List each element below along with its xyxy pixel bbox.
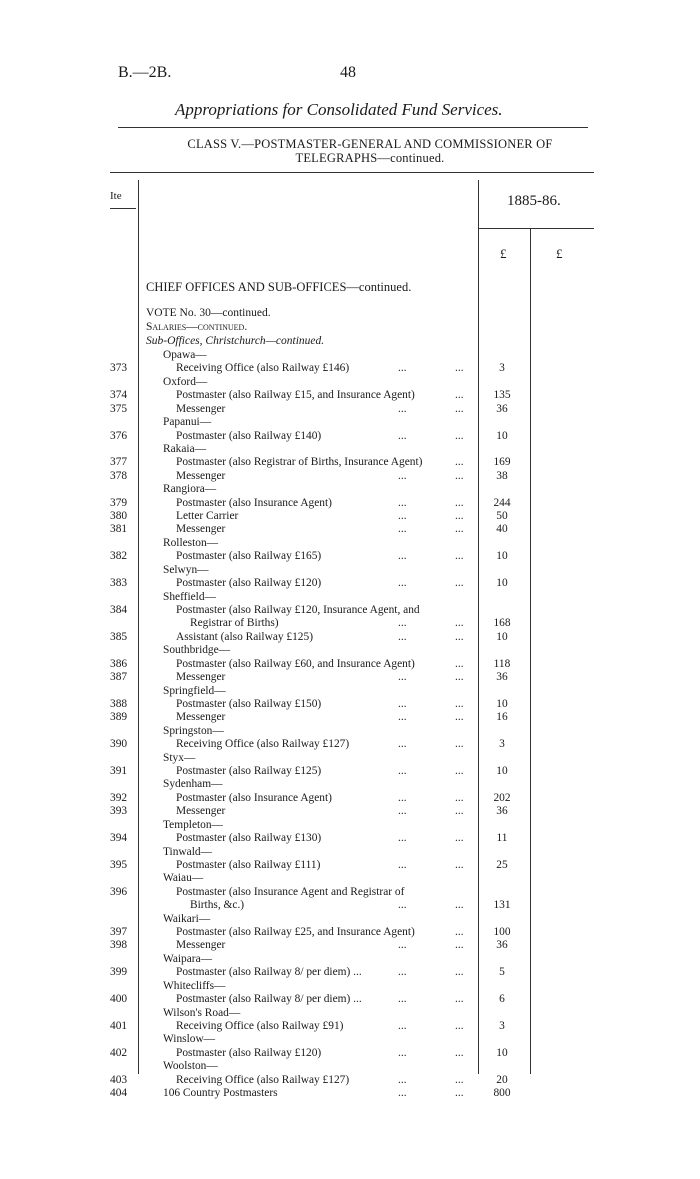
item-amount: 168 xyxy=(493,617,511,630)
item-description: Postmaster (also Railway £125) xyxy=(176,765,322,778)
table-row xyxy=(0,550,700,564)
item-number: 402 xyxy=(110,1046,128,1059)
table-row xyxy=(0,430,700,444)
item-amount: 50 xyxy=(496,510,508,523)
item-description: Postmaster (also Railway £130) xyxy=(176,832,322,845)
leader-dots: ... xyxy=(455,1020,464,1032)
item-description: Postmaster (also Railway £120) xyxy=(176,1046,322,1059)
item-description: Births, &c.) xyxy=(190,899,245,912)
table-row xyxy=(0,591,700,605)
table-row xyxy=(0,470,700,484)
leader-dots: ... xyxy=(398,791,407,804)
item-description: Messenger xyxy=(176,939,226,952)
table-row xyxy=(0,698,700,712)
item-description: Rolleston— xyxy=(163,536,219,549)
leader-dots: ... xyxy=(455,899,464,912)
item-amount: 36 xyxy=(496,805,508,818)
class-title: CLASS V.—POSTMASTER-GENERAL AND COMMISSIONER OF TELEGRAPHS—continued. xyxy=(187,137,553,165)
item-number: 397 xyxy=(110,926,128,939)
item-number: 386 xyxy=(110,657,128,670)
page-number: 48 xyxy=(340,64,356,81)
table-row xyxy=(0,993,700,1007)
item-amount: 10 xyxy=(496,697,508,710)
item-number: 398 xyxy=(110,939,128,952)
item-number: 380 xyxy=(110,510,128,523)
item-amount: 800 xyxy=(493,1087,511,1100)
table-row xyxy=(0,939,700,953)
leader-dots: ... xyxy=(455,738,464,751)
document-code: B.—2B. xyxy=(118,64,172,81)
item-amount: 10 xyxy=(496,429,508,442)
table-row xyxy=(0,389,700,403)
item-amount: 6 xyxy=(499,993,505,1006)
table-row xyxy=(0,1060,700,1074)
leader-dots: ... xyxy=(398,1087,407,1100)
leader-dots: ... xyxy=(398,510,407,523)
leader-dots: ... xyxy=(455,362,464,375)
item-description: Rakaia— xyxy=(163,442,207,455)
table-row xyxy=(0,752,700,766)
table-row xyxy=(0,456,700,470)
table-row xyxy=(0,886,700,900)
item-description: Postmaster (also Railway £111) xyxy=(176,858,321,871)
leader-dots: ... xyxy=(398,1073,407,1086)
item-description: Postmaster (also Railway £150) xyxy=(176,697,322,710)
item-description: Templeton— xyxy=(163,818,223,831)
item-description: Papanui— xyxy=(163,416,212,429)
item-amount: 100 xyxy=(493,926,511,939)
item-number: 403 xyxy=(110,1073,128,1086)
leader-dots: ... xyxy=(398,523,407,536)
item-number: 378 xyxy=(110,469,128,482)
item-amount: 135 xyxy=(493,389,511,402)
item-amount: 10 xyxy=(496,765,508,778)
table-row xyxy=(0,362,700,376)
item-amount: 40 xyxy=(496,523,508,536)
header-rule xyxy=(118,127,588,128)
item-amount: 36 xyxy=(496,939,508,952)
table-row xyxy=(0,685,700,699)
table-row xyxy=(0,631,700,645)
leader-dots: ... xyxy=(398,1046,407,1059)
item-description: Selwyn— xyxy=(163,563,209,576)
pound-header-b: £ xyxy=(556,246,563,261)
item-amount: 38 xyxy=(496,469,508,482)
table-row xyxy=(0,1007,700,1021)
table-row xyxy=(0,1033,700,1047)
table-row xyxy=(0,1087,700,1101)
leader-dots: ... xyxy=(455,1087,464,1100)
leader-dots: ... xyxy=(455,429,464,442)
table-row xyxy=(0,403,700,417)
item-description: Postmaster (also Railway £120, Insurance Agent, and xyxy=(176,603,420,616)
table-row xyxy=(0,953,700,967)
table-row xyxy=(0,980,700,994)
table-row xyxy=(0,510,700,524)
table-row xyxy=(0,671,700,685)
table-row xyxy=(0,926,700,940)
item-number: 381 xyxy=(110,523,128,536)
item-amount: 5 xyxy=(499,966,505,979)
table-row xyxy=(0,564,700,578)
table-row xyxy=(0,349,700,363)
table-row xyxy=(0,711,700,725)
item-description: Letter Carrier xyxy=(176,510,239,523)
item-description: Messenger xyxy=(176,523,226,536)
leader-dots: ... xyxy=(455,657,464,670)
leader-dots: ... xyxy=(455,993,464,1006)
item-description: Southbridge— xyxy=(163,644,231,657)
leader-dots: ... xyxy=(455,630,464,643)
item-description: Waiau— xyxy=(163,872,204,885)
item-description: Waipara— xyxy=(163,952,213,965)
item-description: Sheffield— xyxy=(163,590,216,603)
table-row xyxy=(0,443,700,457)
table-row xyxy=(0,523,700,537)
leader-dots: ... xyxy=(398,429,407,442)
leader-dots: ... xyxy=(455,765,464,778)
pound-header-a: £ xyxy=(500,246,507,261)
table-row xyxy=(0,899,700,913)
item-description: Postmaster (also Registrar of Births, Insurance Agent) xyxy=(176,456,423,469)
item-description: Messenger xyxy=(176,671,226,684)
item-description: Styx— xyxy=(163,751,196,764)
item-description: Receiving Office (also Railway £146) xyxy=(176,362,350,375)
leader-dots: ... xyxy=(455,496,464,509)
item-description: Springfield— xyxy=(163,684,226,697)
item-description: Messenger xyxy=(176,402,226,415)
table-row xyxy=(0,913,700,927)
leader-dots: ... xyxy=(455,805,464,818)
item-description: Receiving Office (also Railway £91) xyxy=(176,1020,344,1032)
table-row xyxy=(0,416,700,430)
leader-dots: ... xyxy=(455,617,464,630)
table-row xyxy=(0,658,700,672)
item-underline xyxy=(110,208,136,209)
item-number: 395 xyxy=(110,858,128,871)
leader-dots: ... xyxy=(455,711,464,724)
leader-dots: ... xyxy=(455,939,464,952)
leader-dots: ... xyxy=(398,805,407,818)
item-number: 390 xyxy=(110,738,128,751)
item-description: Postmaster (also Insurance Agent) xyxy=(176,791,332,804)
leader-dots: ... xyxy=(455,858,464,871)
table-row xyxy=(0,577,700,591)
leader-dots: ... xyxy=(398,966,407,979)
leader-dots: ... xyxy=(398,738,407,751)
leader-dots: ... xyxy=(398,832,407,845)
leader-dots: ... xyxy=(398,402,407,415)
suboffices-line xyxy=(146,335,324,347)
item-amount: 36 xyxy=(496,402,508,415)
table-top-rule xyxy=(110,172,594,173)
table-row xyxy=(0,966,700,980)
item-amount: 10 xyxy=(496,577,508,590)
item-number: 392 xyxy=(110,791,128,804)
table-row xyxy=(0,859,700,873)
item-number: 387 xyxy=(110,671,128,684)
leader-dots: ... xyxy=(398,858,407,871)
item-description: Oxford— xyxy=(163,375,208,388)
table-row xyxy=(0,1074,700,1088)
leader-dots: ... xyxy=(398,697,407,710)
leader-dots: ... xyxy=(398,993,407,1006)
item-number: 401 xyxy=(110,1020,128,1032)
leader-dots: ... xyxy=(398,362,407,375)
item-amount: 169 xyxy=(493,456,511,469)
leader-dots: ... xyxy=(455,1073,464,1086)
suboffices-text: Sub-Offices, Christchurch—continued. xyxy=(146,335,325,347)
table-row xyxy=(0,644,700,658)
table-row xyxy=(0,617,700,631)
item-description: Receiving Office (also Railway £127) xyxy=(176,1073,350,1086)
leader-dots: ... xyxy=(455,510,464,523)
item-number: 389 xyxy=(110,711,128,724)
item-amount: 10 xyxy=(496,630,508,643)
item-number: 399 xyxy=(110,966,128,979)
table-row xyxy=(0,819,700,833)
leader-dots: ... xyxy=(455,469,464,482)
year-column-header: 1885-86. xyxy=(507,193,561,209)
leader-dots: ... xyxy=(455,791,464,804)
table-row xyxy=(0,1020,700,1034)
table-row xyxy=(0,765,700,779)
table-row xyxy=(0,1047,700,1061)
item-description: Rangiora— xyxy=(163,483,217,496)
leader-dots: ... xyxy=(455,926,464,939)
item-description: Postmaster (also Insurance Agent and Registrar of xyxy=(176,885,405,898)
item-description: Postmaster (also Insurance Agent) xyxy=(176,496,332,509)
item-column-header: Ite xyxy=(110,190,122,202)
item-number: 384 xyxy=(110,603,128,616)
item-amount: 118 xyxy=(493,657,511,670)
item-amount: 36 xyxy=(496,671,508,684)
item-description: Winslow— xyxy=(163,1033,216,1046)
item-number: 394 xyxy=(110,832,128,845)
item-description: Woolston— xyxy=(163,1060,218,1073)
item-description: Postmaster (also Railway 8/ per diem) ... xyxy=(176,993,362,1006)
leader-dots: ... xyxy=(398,711,407,724)
table-row xyxy=(0,872,700,886)
leader-dots: ... xyxy=(455,456,464,469)
leader-dots: ... xyxy=(455,523,464,536)
item-description: Assistant (also Railway £125) xyxy=(176,630,313,643)
table-row xyxy=(0,846,700,860)
table-row xyxy=(0,537,700,551)
item-number: 377 xyxy=(110,456,128,469)
leader-dots: ... xyxy=(398,577,407,590)
leader-dots: ... xyxy=(398,671,407,684)
leader-dots: ... xyxy=(455,832,464,845)
salaries-line: Salaries—continued. xyxy=(146,321,248,333)
item-description: Postmaster (also Railway 8/ per diem) ... xyxy=(176,966,362,979)
item-description: Messenger xyxy=(176,711,226,724)
item-number: 375 xyxy=(110,402,128,415)
item-number: 374 xyxy=(110,389,128,402)
item-amount: 10 xyxy=(496,1046,508,1059)
leader-dots: ... xyxy=(455,671,464,684)
leader-dots: ... xyxy=(398,550,407,563)
item-description: Tinwald— xyxy=(163,845,212,858)
item-description: Postmaster (also Railway £25, and Insurance Agent) xyxy=(176,926,415,939)
leader-dots: ... xyxy=(455,577,464,590)
item-description: Whitecliffs— xyxy=(163,979,226,992)
leader-dots: ... xyxy=(398,765,407,778)
leader-dots: ... xyxy=(455,697,464,710)
item-number: 400 xyxy=(110,993,128,1006)
item-amount: 11 xyxy=(496,832,508,845)
item-description: Registrar of Births) xyxy=(190,617,279,630)
item-number: 382 xyxy=(110,550,128,563)
item-description: Waikari— xyxy=(163,912,211,925)
item-number: 391 xyxy=(110,765,128,778)
page-title: Appropriations for Consolidated Fund Services. xyxy=(175,100,503,119)
table-row xyxy=(0,604,700,618)
item-number: 373 xyxy=(110,362,128,375)
item-number: 388 xyxy=(110,697,128,710)
leader-dots: ... xyxy=(398,630,407,643)
item-amount: 131 xyxy=(493,899,511,912)
item-number: 404 xyxy=(110,1087,128,1100)
leader-dots: ... xyxy=(398,939,407,952)
item-description: Springston— xyxy=(163,724,224,737)
item-description: Sydenham— xyxy=(163,778,223,791)
section-heading: CHIEF OFFICES AND SUB-OFFICES—continued. xyxy=(146,280,412,294)
item-description: Postmaster (also Railway £165) xyxy=(176,550,322,563)
item-number: 393 xyxy=(110,805,128,818)
table-row xyxy=(0,792,700,806)
table-row xyxy=(0,738,700,752)
leader-dots: ... xyxy=(398,899,407,912)
leader-dots: ... xyxy=(398,469,407,482)
item-amount: 3 xyxy=(499,1020,505,1032)
table-row xyxy=(0,376,700,390)
leader-dots: ... xyxy=(398,1020,407,1032)
item-number: 379 xyxy=(110,496,128,509)
leader-dots: ... xyxy=(455,550,464,563)
item-description: Opawa— xyxy=(163,349,207,361)
vote-line: VOTE No. 30—continued. xyxy=(146,307,271,319)
item-amount: 10 xyxy=(496,550,508,563)
item-amount: 16 xyxy=(496,711,508,724)
leader-dots: ... xyxy=(398,617,407,630)
leader-dots: ... xyxy=(398,496,407,509)
table-row xyxy=(0,778,700,792)
leader-dots: ... xyxy=(455,389,464,402)
year-underline xyxy=(478,228,594,229)
item-description: Wilson's Road— xyxy=(163,1006,241,1019)
item-description: Postmaster (also Railway £140) xyxy=(176,429,322,442)
leader-dots: ... xyxy=(455,1046,464,1059)
item-amount: 3 xyxy=(499,738,505,751)
item-description: Postmaster (also Railway £15, and Insurance Agent) xyxy=(176,389,415,402)
item-amount: 20 xyxy=(496,1073,508,1086)
item-description: Messenger xyxy=(176,805,226,818)
item-description: Messenger xyxy=(176,469,226,482)
item-description: Postmaster (also Railway £60, and Insurance Agent) xyxy=(176,657,415,670)
item-description: Postmaster (also Railway £120) xyxy=(176,577,322,590)
item-number: 385 xyxy=(110,630,128,643)
item-number: 396 xyxy=(110,885,128,898)
table-row xyxy=(0,832,700,846)
item-description: Receiving Office (also Railway £127) xyxy=(176,738,350,751)
item-description: 106 Country Postmasters xyxy=(163,1087,278,1100)
leader-dots: ... xyxy=(455,402,464,415)
table-row xyxy=(0,497,700,511)
item-amount: 202 xyxy=(493,791,511,804)
table-row xyxy=(0,483,700,497)
item-number: 383 xyxy=(110,577,128,590)
table-row xyxy=(0,805,700,819)
item-amount: 25 xyxy=(496,858,508,871)
item-amount: 3 xyxy=(499,362,505,375)
item-amount: 244 xyxy=(493,496,511,509)
item-number: 376 xyxy=(110,429,128,442)
table-row xyxy=(0,725,700,739)
leader-dots: ... xyxy=(455,966,464,979)
